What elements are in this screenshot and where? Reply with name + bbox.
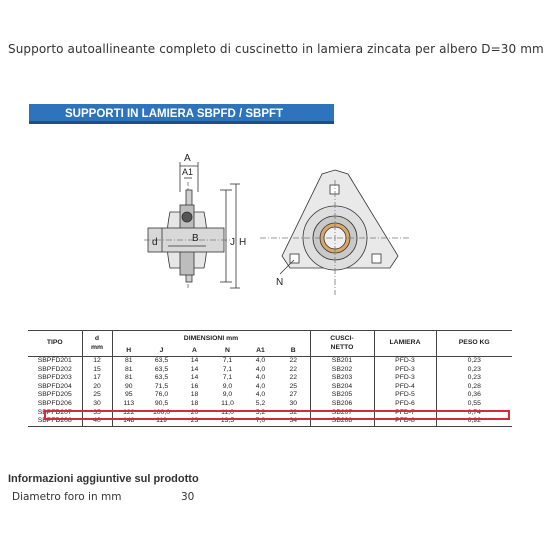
table-cell: 15 xyxy=(82,366,112,375)
table-cell: 11,0 xyxy=(221,408,234,416)
table-cell: PFD-4 xyxy=(374,383,436,392)
table-cell: 81 xyxy=(112,366,145,375)
table-row xyxy=(28,357,512,366)
table-cell: SBPFD206 xyxy=(37,399,72,407)
table-cell: 4,0 xyxy=(255,391,266,399)
table-cell: SB205 xyxy=(310,391,374,400)
table-cell: PFD-7 xyxy=(374,409,436,418)
table-cell: 30 xyxy=(82,400,112,409)
additional-info-title: Informazioni aggiuntive sul prodotto xyxy=(8,473,199,485)
table-cell: 14 xyxy=(190,374,199,382)
table-cell: 40 xyxy=(82,417,112,426)
table-cell: PFD-3 xyxy=(374,366,436,375)
table-row xyxy=(28,383,512,392)
header-cuscinetto xyxy=(310,331,374,357)
table-cell: 4,0 xyxy=(255,382,266,390)
table-cell: 12 xyxy=(82,357,112,366)
table-cell: 63,5 xyxy=(154,357,169,364)
table-cell: 0,23 xyxy=(436,357,512,366)
table-cell: 0,74 xyxy=(436,409,512,418)
table-cell: 11,0 xyxy=(221,399,234,407)
table-cell: 25 xyxy=(289,382,298,390)
table-cell: 5,2 xyxy=(255,408,266,416)
label-A1: A1 xyxy=(182,167,194,177)
bearing-technical-drawing xyxy=(140,150,410,295)
table-cell: SBPFD201 xyxy=(37,357,72,364)
table-cell: 34 xyxy=(277,417,310,426)
label-J: J xyxy=(230,237,235,248)
label-H: H xyxy=(239,237,247,248)
header-N: N xyxy=(211,347,244,357)
table-cell: 148 xyxy=(112,417,145,426)
table-cell: 25 xyxy=(82,391,112,400)
header-A1: A1 xyxy=(244,347,277,357)
side-view xyxy=(144,162,240,288)
table-row xyxy=(28,391,512,400)
table-cell: SB208 xyxy=(310,417,374,426)
table-cell: PFD-8 xyxy=(374,417,436,426)
table-cell: 90 xyxy=(112,383,145,392)
table-cell: SBPFD203 xyxy=(37,374,72,382)
table-cell: 0,55 xyxy=(436,400,512,409)
table-cell: 76,0 xyxy=(154,391,169,399)
header-A: A xyxy=(178,347,211,357)
header-J: J xyxy=(145,347,178,357)
catalog-banner: SUPPORTI IN LAMIERA SBPFD / SBPFT xyxy=(29,104,334,124)
header-peso: PESO KG xyxy=(436,331,512,357)
table-cell: 17 xyxy=(82,374,112,383)
info-value-diametro: 30 xyxy=(181,491,195,503)
table-cell: PFD-3 xyxy=(374,357,436,366)
header-tipo: TIPO xyxy=(28,331,82,357)
table-cell: SBPFD204 xyxy=(37,382,72,390)
table-cell: SBPFD202 xyxy=(37,365,72,373)
table-cell: 63,5 xyxy=(154,374,169,382)
table-cell: 90,5 xyxy=(154,399,169,407)
table-cell: 81 xyxy=(112,374,145,383)
table-cell: 23 xyxy=(178,417,211,426)
table-cell: 30 xyxy=(289,399,298,407)
table-cell: 4,0 xyxy=(255,365,266,373)
table-cell: 0,23 xyxy=(436,374,512,383)
table-cell: SBPFD207 xyxy=(37,408,72,416)
table-cell: 9,0 xyxy=(222,391,233,399)
table-cell: 20 xyxy=(82,383,112,392)
label-N: N xyxy=(276,277,284,288)
table-cell: 18 xyxy=(190,399,199,407)
header-d-unit: mm xyxy=(90,343,104,351)
table-cell: PFD-3 xyxy=(374,374,436,383)
label-A: A xyxy=(184,153,191,164)
table-row xyxy=(28,366,512,375)
table-row xyxy=(28,374,512,383)
table-cell: SB204 xyxy=(310,383,374,392)
table-cell: 22 xyxy=(289,357,298,364)
table-cell: 0,92 xyxy=(436,417,512,426)
header-d xyxy=(82,331,112,357)
table-cell: 7,0 xyxy=(244,417,277,426)
table-cell: 7,1 xyxy=(222,374,233,382)
table-cell: 7,1 xyxy=(222,357,233,364)
table-cell: 14 xyxy=(190,357,199,364)
table-cell: 9,0 xyxy=(222,382,233,390)
table-cell: SB201 xyxy=(310,357,374,366)
highlighted-row-outline xyxy=(44,410,510,420)
header-B: B xyxy=(277,347,310,357)
table-cell: 4,0 xyxy=(255,374,266,382)
table-cell: 0,28 xyxy=(436,383,512,392)
table-cell: 71,5 xyxy=(154,382,169,390)
table-cell: 14 xyxy=(190,365,199,373)
table-cell: 22 xyxy=(289,365,298,373)
table-cell: 7,1 xyxy=(222,365,233,373)
table-cell: 32 xyxy=(289,408,298,416)
table-cell: 4,0 xyxy=(255,357,266,364)
table-cell: 35 xyxy=(82,409,112,418)
table-cell: 63,5 xyxy=(154,365,169,373)
header-lamiera: LAMIERA xyxy=(374,331,436,357)
table-cell: 119 xyxy=(145,417,178,426)
table-cell: 16 xyxy=(190,382,199,390)
table-cell: 95 xyxy=(112,391,145,400)
header-cuscinetto-line1: CUSCI- xyxy=(330,334,354,342)
header-cuscinetto-line2: NETTO xyxy=(330,343,354,351)
product-description: Supporto autoallineante completo di cuscinetto in lamiera zincata per albero D=30 mm xyxy=(8,42,544,56)
info-label-diametro: Diametro foro in mm xyxy=(12,491,122,503)
table-cell: 27 xyxy=(289,391,298,399)
table-cell: 13,5 xyxy=(211,417,244,426)
table-cell: SB207 xyxy=(310,409,374,418)
table-cell: 22 xyxy=(289,374,298,382)
table-cell: 100,0 xyxy=(152,408,170,416)
table-cell: 81 xyxy=(112,357,145,366)
table-cell: 0,36 xyxy=(436,391,512,400)
table-cell: PFD-5 xyxy=(374,391,436,400)
table-cell: SB202 xyxy=(310,366,374,375)
table-cell: 0,23 xyxy=(436,366,512,375)
table-cell: 122 xyxy=(112,409,145,418)
table-row xyxy=(28,400,512,409)
header-dimensioni: DIMENSIONI mm xyxy=(112,331,310,348)
table-cell: SB206 xyxy=(310,400,374,409)
table-cell: SBPFD205 xyxy=(37,391,72,399)
label-B: B xyxy=(192,233,199,244)
table-cell: PFD-6 xyxy=(374,400,436,409)
header-H: H xyxy=(112,347,145,357)
table-cell: 113 xyxy=(112,400,145,409)
header-d-label: d xyxy=(94,334,100,342)
table-cell: 20 xyxy=(190,408,199,416)
table-cell: 18 xyxy=(190,391,199,399)
table-cell: SBPFD208 xyxy=(28,417,82,426)
label-d: d xyxy=(152,237,158,248)
table-cell: SB203 xyxy=(310,374,374,383)
table-cell: 5,2 xyxy=(255,399,266,407)
